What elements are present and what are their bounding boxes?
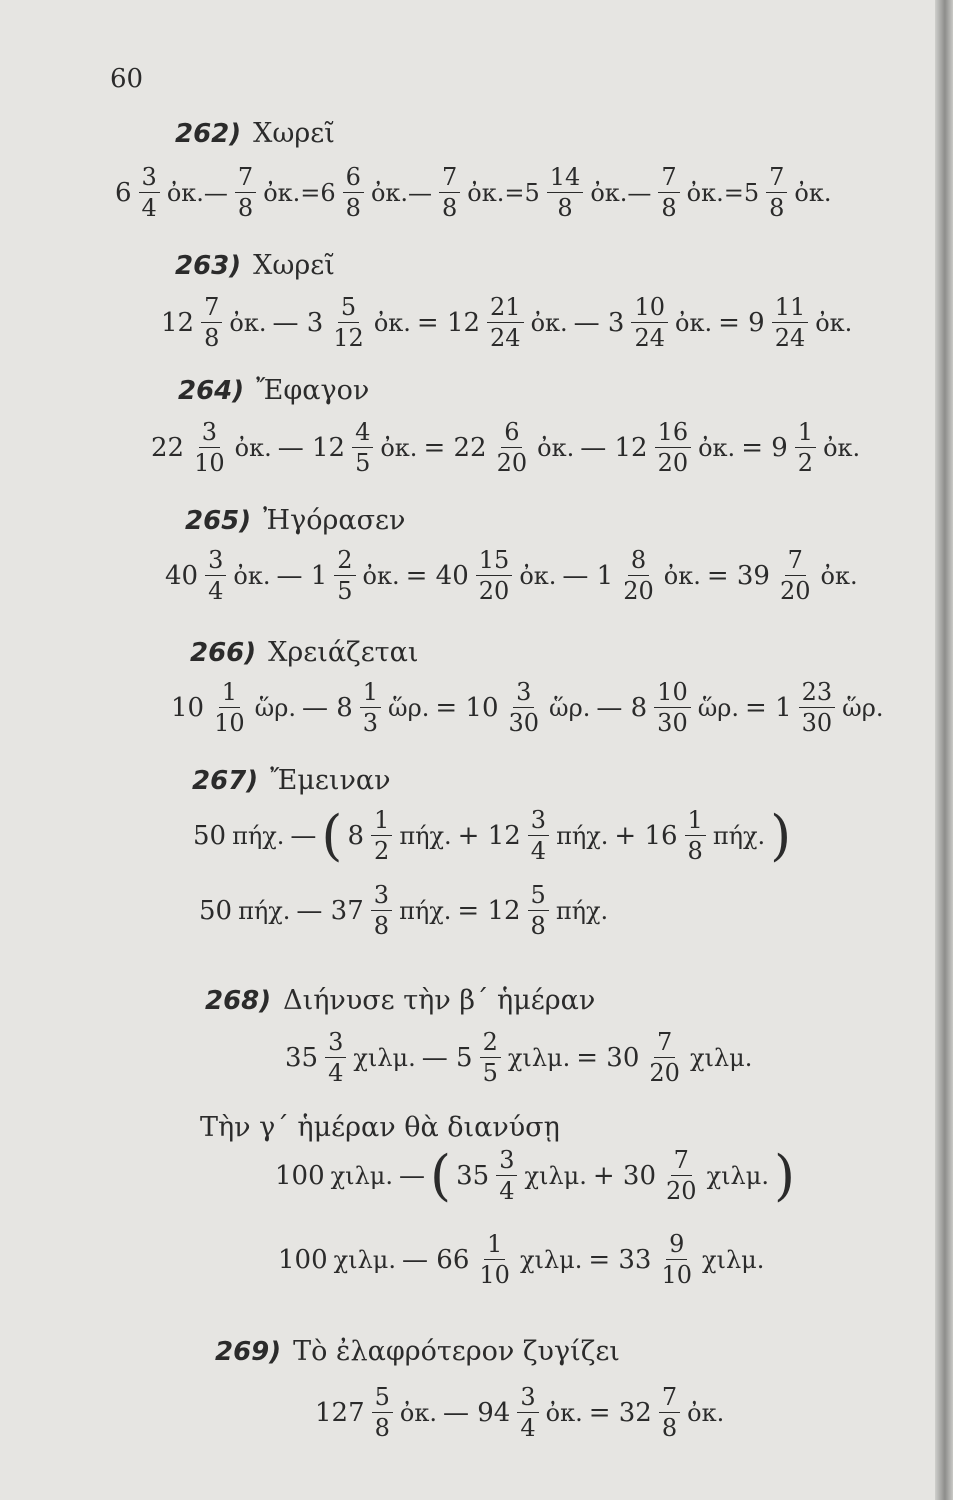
fraction-numerator: 3 (513, 680, 534, 708)
fraction (494, 420, 531, 475)
unit-label: χιλμ. (507, 1043, 571, 1072)
unit-label: ὀκ. (687, 1398, 725, 1427)
fraction-numerator: 1 (371, 808, 392, 836)
fraction-denominator: 20 (623, 577, 654, 605)
fraction (191, 420, 228, 475)
problem-header (205, 985, 595, 1016)
fraction-numerator: 3 (199, 420, 220, 448)
unit-label: πήχ. (712, 821, 766, 850)
fraction-numerator: 7 (766, 165, 787, 193)
operator-term: = 9 (741, 432, 788, 463)
whole-number: 12 (161, 307, 195, 338)
fraction-denominator: 12 (333, 324, 364, 352)
unit-label: ὀκ.=5 (686, 178, 760, 207)
fraction-numerator: 7 (659, 1385, 680, 1413)
page-edge-shadow (935, 0, 953, 1500)
fraction-numerator: 14 (547, 165, 584, 193)
fraction-numerator: 7 (658, 165, 679, 193)
unit-label: χιλμ. (353, 1043, 416, 1072)
fraction-denominator: 8 (204, 324, 220, 352)
whole-number: 10 (171, 692, 205, 723)
fraction-numerator: 1 (484, 1232, 505, 1260)
fraction-denominator: 8 (557, 194, 573, 222)
fraction-denominator: 24 (634, 324, 666, 352)
whole-number: 6 (115, 177, 132, 208)
unit-label: ὀκ. (794, 178, 832, 207)
fraction (685, 808, 706, 863)
unit-label: χιλμ. (689, 1043, 753, 1072)
fraction-numerator: 1 (795, 420, 816, 448)
unit-label: ὀκ. (380, 433, 418, 462)
whole-number: 100 (278, 1244, 328, 1275)
problem-number: 269) (215, 1337, 282, 1367)
fraction (235, 165, 256, 220)
fraction-numerator: 3 (325, 1030, 346, 1058)
equation-line (196, 883, 611, 938)
fraction-denominator: 4 (208, 577, 224, 605)
fraction-denominator: 8 (442, 194, 458, 222)
fraction-denominator: 8 (769, 194, 785, 222)
equation-line (158, 295, 855, 350)
equation-line (272, 1143, 797, 1207)
operator-term: = 39 (706, 560, 770, 591)
problem-number: 266) (190, 638, 257, 668)
unit-label: ὀκ.— (166, 178, 228, 207)
fraction-denominator: 8 (374, 1414, 390, 1442)
unit-label: χιλμ. (702, 1245, 765, 1274)
problem-label: Χρειάζεται (268, 637, 419, 668)
fraction (139, 165, 160, 220)
fraction-numerator: 1 (360, 680, 381, 708)
fraction (439, 165, 460, 220)
fraction-numerator: 7 (439, 165, 460, 193)
fraction-denominator: 10 (194, 449, 225, 477)
operator-term: — 66 (402, 1244, 470, 1275)
fraction-numerator: 4 (352, 420, 373, 448)
fraction (372, 1385, 393, 1440)
operator-term: = 22 (423, 432, 487, 463)
fraction (799, 680, 836, 735)
fraction-denominator: 4 (141, 194, 157, 222)
unit-label: ὀκ. (399, 1398, 437, 1427)
fraction (480, 1030, 501, 1085)
fraction-numerator: 10 (654, 680, 691, 708)
problem-number: 264) (178, 376, 245, 406)
parenthesis: ( (430, 1143, 452, 1207)
fraction-denominator: 24 (774, 324, 806, 352)
problem-header (190, 637, 418, 668)
fraction-numerator: 7 (201, 295, 222, 323)
operator-term: + 16 (614, 820, 678, 851)
operator-term: — 12 (277, 432, 346, 463)
equation-line (148, 420, 863, 475)
equation-line (168, 680, 886, 735)
operator-term: — 3 (272, 307, 324, 338)
operator-term: — 8 (596, 692, 648, 723)
fraction-denominator: 30 (508, 709, 540, 737)
fraction-numerator: 23 (799, 680, 836, 708)
fraction (352, 420, 373, 475)
fraction (658, 165, 679, 220)
unit-label: ὀκ.=5 (467, 178, 540, 207)
problem-label: Χωρεῖ (253, 250, 335, 281)
unit-label: χιλμ. (519, 1245, 583, 1274)
fraction (476, 548, 513, 603)
fraction (528, 883, 549, 938)
equation-line (312, 1385, 727, 1440)
unit-label: ὀκ. (545, 1398, 583, 1427)
fraction-numerator: 5 (372, 1385, 393, 1413)
problem-header (215, 1336, 620, 1367)
fraction (663, 1148, 700, 1203)
fraction-denominator: 30 (657, 709, 688, 737)
problem-number: 268) (205, 986, 272, 1016)
fraction-denominator: 10 (661, 1261, 693, 1289)
unit-label: πήχ. (399, 821, 452, 850)
fraction (777, 548, 814, 603)
problem-header (192, 765, 391, 796)
fraction-numerator: 21 (487, 295, 524, 323)
fraction-denominator: 24 (490, 324, 521, 352)
unit-label: πήχ. (399, 896, 452, 925)
fraction-denominator: 20 (496, 449, 528, 477)
fraction (371, 808, 392, 863)
unit-label: ὀκ. (234, 433, 272, 462)
fraction-denominator: 2 (374, 837, 390, 865)
operator-term: — 12 (580, 432, 648, 463)
unit-label: ὥρ. (697, 693, 740, 722)
unit-label: ὀκ.— (370, 178, 433, 207)
fraction-numerator: 5 (528, 883, 549, 911)
fraction-denominator: 4 (520, 1414, 536, 1442)
operator-term: — 37 (296, 895, 364, 926)
fraction-denominator: 8 (687, 837, 703, 865)
parenthesis: ( (321, 803, 343, 867)
fraction (496, 1148, 517, 1203)
unit-label: ὀκ. (530, 308, 568, 337)
unit-label: ὀκ. (519, 561, 557, 590)
fraction (766, 165, 787, 220)
operator-term: + 30 (592, 1160, 657, 1191)
problem-number: 262) (175, 119, 242, 149)
problem-label: Τὸ ἐλαφρότερον ζυγίζει (293, 1336, 620, 1367)
fraction-numerator: 15 (476, 548, 513, 576)
unit-label: ὀκ. (823, 433, 861, 462)
fraction (795, 420, 816, 475)
fraction-denominator: 8 (661, 194, 677, 222)
operator-term: — 94 (443, 1397, 511, 1428)
operator-term: = 40 (405, 560, 469, 591)
unit-label: χιλμ. (706, 1161, 769, 1190)
unit-label: πήχ. (238, 896, 291, 925)
fraction-denominator: 20 (649, 1059, 680, 1087)
fraction-denominator: 8 (237, 194, 254, 222)
unit-label: ὀκ.=6 (263, 178, 336, 207)
fraction (547, 165, 584, 220)
operator-term: = 33 (588, 1244, 652, 1275)
problem-number: 267) (192, 766, 259, 796)
whole-number: 22 (151, 432, 185, 463)
operator-term: — 3 (573, 307, 625, 338)
problem-label: Ἔφαγον (256, 375, 370, 406)
equation-line (282, 1030, 755, 1085)
fraction (620, 548, 657, 603)
fraction-denominator: 8 (530, 912, 546, 940)
operator-term: — (290, 820, 317, 851)
fraction-numerator: 7 (654, 1030, 675, 1058)
fraction-numerator: 9 (666, 1232, 687, 1260)
fraction-numerator: 6 (343, 165, 364, 193)
fraction-denominator: 4 (530, 837, 547, 865)
fraction-numerator: 5 (338, 295, 359, 323)
fraction-denominator: 5 (355, 449, 371, 477)
fraction (772, 295, 809, 350)
fraction-numerator: 16 (655, 420, 692, 448)
fraction (528, 808, 549, 863)
unit-label: ὀκ. (663, 561, 701, 590)
operator-term: — 1 (562, 560, 614, 591)
unit-label: ὀκ. (675, 308, 713, 337)
whole-number: 35 (456, 1160, 490, 1191)
unit-label: ὀκ. (698, 433, 736, 462)
fraction-denominator: 8 (373, 912, 390, 940)
whole-number: 50 (199, 895, 233, 926)
fraction-denominator: 20 (666, 1177, 697, 1205)
fraction-numerator: 1 (219, 680, 240, 708)
unit-label: χιλμ. (330, 1161, 394, 1190)
fraction (211, 680, 248, 735)
parenthesis: ) (770, 803, 792, 867)
fraction-numerator: 3 (528, 808, 549, 836)
fraction (476, 1232, 513, 1287)
fraction (506, 680, 543, 735)
problem-header (185, 505, 405, 536)
fraction-numerator: 2 (334, 548, 355, 576)
unit-label: ὀκ.— (590, 178, 652, 207)
unit-label: ὀκ. (815, 308, 853, 337)
unit-label: ὀκ. (229, 308, 267, 337)
unit-label: ὀκ. (233, 561, 271, 590)
operator-term: = 9 (718, 307, 765, 338)
unit-label: ὀκ. (537, 433, 575, 462)
fraction-numerator: 10 (631, 295, 668, 323)
fraction (343, 165, 364, 220)
fraction-denominator: 3 (362, 709, 379, 737)
unit-label: ὥρ. (254, 693, 296, 722)
fraction (517, 1385, 538, 1440)
fraction-numerator: 3 (496, 1148, 517, 1176)
unit-label: πήχ. (556, 821, 609, 850)
fraction (658, 1232, 695, 1287)
fraction (659, 1385, 680, 1440)
equation-line (190, 803, 793, 867)
fraction-denominator: 2 (797, 449, 814, 477)
equation-line (112, 165, 835, 220)
whole-number: 40 (165, 560, 199, 591)
fraction-numerator: 8 (628, 548, 649, 576)
fraction-numerator: 11 (772, 295, 809, 323)
fraction-numerator: 3 (371, 883, 392, 911)
fraction-denominator: 20 (478, 577, 510, 605)
unit-label: ὀκ. (820, 561, 858, 590)
parenthesis: ) (773, 1143, 796, 1207)
fraction-numerator: 7 (785, 548, 806, 576)
problem-label: Ἔμειναν (270, 765, 391, 796)
whole-number: 127 (315, 1397, 365, 1428)
unit-label: πήχ. (232, 821, 285, 850)
page-number: 60 (110, 64, 144, 94)
unit-label: ὥρ. (549, 693, 591, 722)
operator-term: = 12 (416, 307, 481, 338)
operator-term: + 12 (457, 820, 521, 851)
fraction-denominator: 10 (479, 1261, 510, 1289)
fraction-numerator: 3 (139, 165, 160, 193)
fraction-numerator: 3 (517, 1385, 538, 1413)
fraction (655, 420, 692, 475)
fraction-numerator: 7 (671, 1148, 692, 1176)
fraction-numerator: 1 (685, 808, 706, 836)
fraction-numerator: 6 (501, 420, 522, 448)
fraction (631, 295, 668, 350)
fraction (205, 548, 226, 603)
unit-label: πήχ. (555, 896, 609, 925)
unit-label: χιλμ. (333, 1245, 397, 1274)
fraction-numerator: 2 (480, 1030, 501, 1058)
operator-term: — 8 (301, 692, 353, 723)
operator-term: = 12 (457, 895, 521, 926)
problem-number: 263) (175, 251, 242, 281)
fraction (201, 295, 222, 350)
whole-number: 35 (285, 1042, 319, 1073)
fraction-denominator: 5 (482, 1059, 498, 1087)
fraction-numerator: 3 (205, 548, 226, 576)
problem-label: Διήνυσε τὴν β΄ ἡμέραν (283, 985, 596, 1016)
problem-label: Χωρεῖ (253, 118, 335, 149)
operator-term: — (399, 1160, 426, 1191)
operator-term: — 5 (421, 1042, 473, 1073)
operator-term: = 10 (435, 692, 499, 723)
problem-header (178, 375, 369, 406)
fraction-numerator: 7 (235, 165, 256, 193)
operator-term: = 30 (576, 1042, 640, 1073)
fraction-denominator: 8 (345, 194, 361, 222)
fraction (360, 680, 381, 735)
fraction-denominator: 10 (214, 709, 245, 737)
whole-number: 50 (193, 820, 227, 851)
whole-number: 100 (275, 1160, 325, 1191)
problem-header (175, 118, 335, 149)
equation-line (162, 548, 861, 603)
unit-label: ὥρ. (388, 693, 430, 722)
fraction-denominator: 30 (801, 709, 833, 737)
unit-label: χιλμ. (524, 1161, 587, 1190)
fraction (654, 680, 691, 735)
fraction-denominator: 5 (337, 577, 353, 605)
fraction (371, 883, 392, 938)
operator-term: — 1 (276, 560, 328, 591)
operator-term: = 1 (745, 692, 792, 723)
problem-number: 265) (185, 506, 252, 536)
fraction (334, 548, 355, 603)
unit-label: ὥρ. (842, 693, 884, 722)
fraction-denominator: 20 (657, 449, 689, 477)
problem-header (175, 250, 335, 281)
fraction-denominator: 20 (779, 577, 811, 605)
fraction (487, 295, 524, 350)
equation-line (275, 1232, 767, 1287)
fraction (330, 295, 367, 350)
problem-sub-label: Τὴν γ΄ ἡμέραν θὰ διανύσῃ (200, 1112, 560, 1143)
fraction-denominator: 4 (328, 1059, 344, 1087)
operator-term: = 32 (588, 1397, 652, 1428)
fraction (325, 1030, 346, 1085)
fraction-denominator: 4 (499, 1177, 515, 1205)
unit-label: ὀκ. (362, 561, 400, 590)
fraction (646, 1030, 683, 1085)
whole-number: 8 (347, 820, 365, 851)
unit-label: ὀκ. (373, 308, 411, 337)
fraction-denominator: 8 (661, 1414, 678, 1442)
problem-label: Ἠγόρασεν (263, 505, 406, 536)
